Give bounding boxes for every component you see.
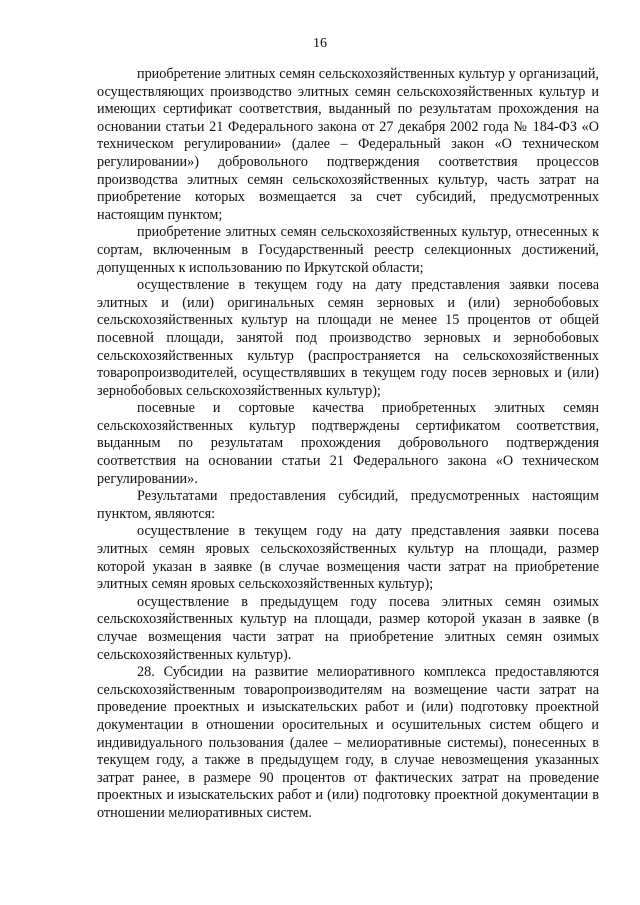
document-body [97,66,599,823]
paragraph-seed-quality-certificate: посевные и сортовые качества приобретенных элитных семян сельскохозяйственных культур подтверждены сертификатом соответствия, выданным по результатам прохождения добровольного подтверждения соответствия на основании статьи 21 Федерального закона «О техническом регулировании». [97,400,599,487]
paragraph-winter-crops-result: осуществление в предыдущем году посева элитных семян озимых сельскохозяйственных культур на площади, размер которой указан в заявке (в случае возмещения части затрат на приобретение элитных семян озимых сельскохозяйственных культур). [97,593,599,663]
paragraph-28-melioration-subsidies: 28. Субсидии на развитие мелиоративного комплекса предоставляются сельскохозяйственным товаропроизводителям на возмещение части затрат на проведение проектных и изыскательских работ и (или) подготовку проектной документации в отношении оросительных и осушительных систем общего и индивидуального пользования (далее – мелиоративные системы), понесенных в текущем году, а также в предыдущем году, в случае невозмещения указанных затрат ранее, в размере 90 процентов от фактических затрат на проведение проектных и изыскательских работ и (или) подготовку проектной документации в отношении мелиоративных систем. [97,664,599,821]
paragraph-elite-seeds-state-register: приобретение элитных семян сельскохозяйственных культур, отнесенных к сортам, включенным в Государственный реестр селекционных достижений, допущенных к использованию по Иркутской области; [97,224,599,276]
paragraph-sowing-share-requirement: осуществление в текущем году на дату представления заявки посева элитных и (или) оригинальных семян зерновых и (или) зернобобовых сельскохозяйственных культур на площади не менее 15 процентов от общей посевной площади, занятой под производство зерновых и зернобобовых сельскохозяйственных культур (распространяется на сельскохозяйственных товаропроизводителей, осуществлявших в текущем году посев зерновых и (или) зернобобовых сельскохозяйственных культур); [97,277,599,399]
paragraph-spring-crops-result: осуществление в текущем году на дату представления заявки посева элитных семян яровых сельскохозяйственных культур на площади, размер которой указан в заявке (в случае возмещения части затрат на приобретение элитных семян яровых сельскохозяйственных культур); [97,523,599,593]
paragraph-subsidy-results-intro: Результатами предоставления субсидий, предусмотренных настоящим пунктом, являются: [97,488,599,522]
paragraph-elite-seeds-certified-producers: приобретение элитных семян сельскохозяйственных культур у организаций, осуществляющих производство элитных семян сельскохозяйственных культур и имеющих сертификат соответствия, выданный по результатам прохождения на основании статьи 21 Федерального закона от 27 декабря 2002 года № 184-ФЗ «О техническом регулировании» (далее – Федеральный закон «О техническом регулировании») добровольного подтверждения соответствия процессов производства элитных семян сельскохозяйственных культур, часть затрат на приобретение которых возмещается за счет субсидий, предусмотренных настоящим пунктом; [97,66,599,223]
page-number: 16 [313,36,327,51]
